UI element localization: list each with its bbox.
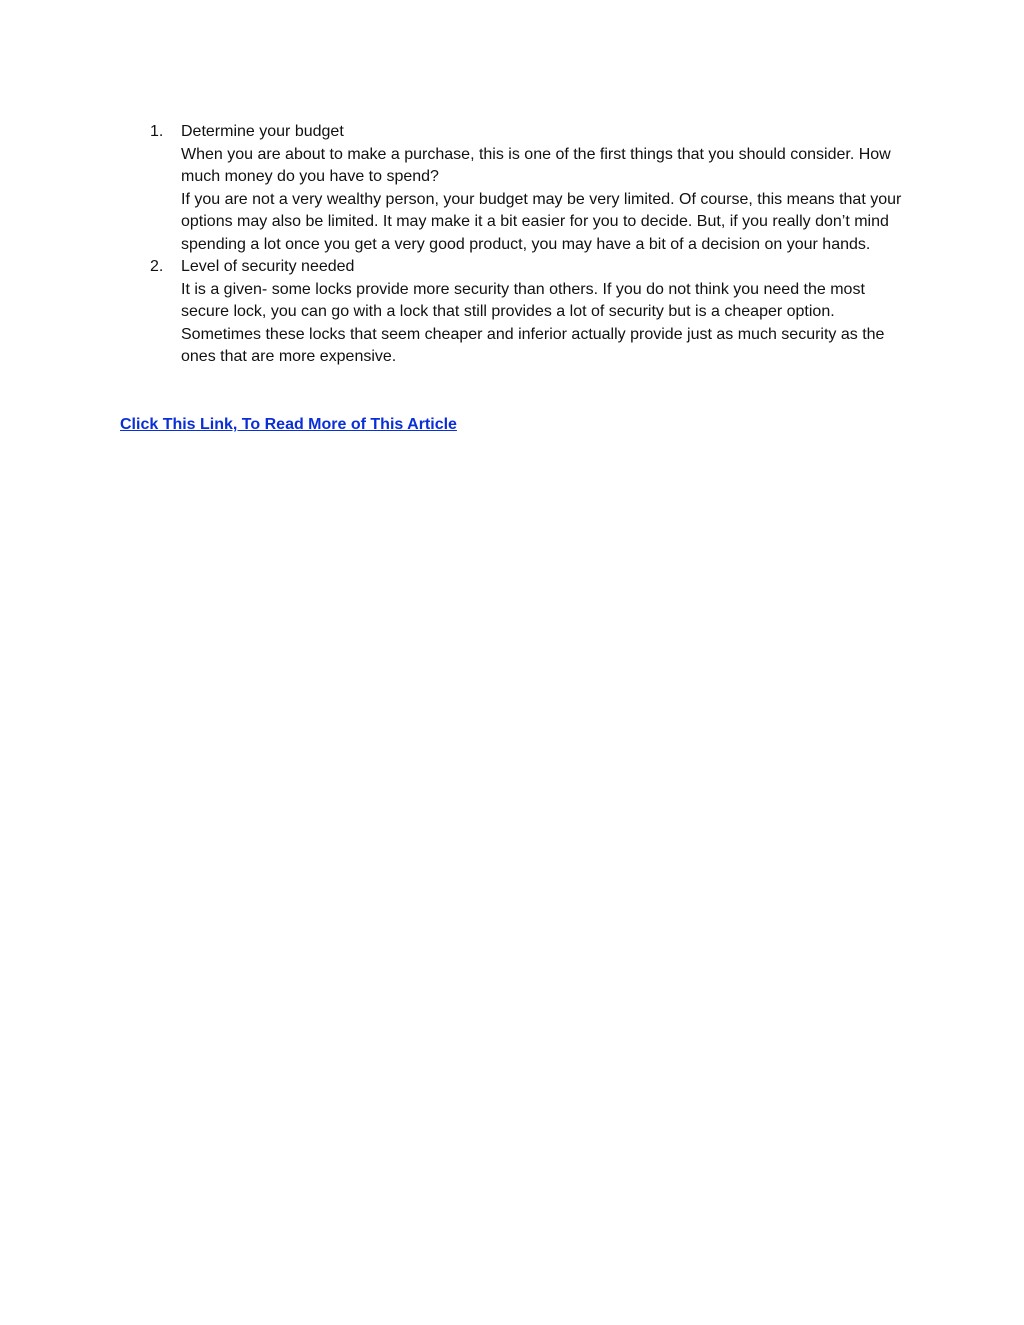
- list-item-number: 2.: [150, 258, 164, 275]
- read-more-link[interactable]: Click This Link, To Read More of This Article: [120, 416, 457, 433]
- list-item-title: Level of security needed: [181, 258, 355, 275]
- list-item-number: 1.: [150, 123, 164, 140]
- list-item-paragraph: If you are not a very wealthy person, your budget may be very limited. Of course, this means that your options may also be limited. It may make it a bit easier for you to decide. But, if you really don’t mind spending a lot once you get a very good product, you may have a bit of a decision on your hands.: [181, 190, 902, 253]
- list-item-paragraph: It is a given- some locks provide more security than others. If you do not think you need the most secure lock, you can go with a lock that still provides a lot of security but is a cheaper option. Sometimes these locks that seem cheaper and inferior actually provide just as much security as the ones that are more expensive.: [181, 280, 885, 365]
- list-item-security: [120, 256, 910, 369]
- list-item-paragraph: When you are about to make a purchase, this is one of the first things that you should consider. How much money do you have to spend?: [181, 145, 891, 185]
- list-item-title: Determine your budget: [181, 123, 344, 140]
- numbered-list: [120, 121, 910, 369]
- list-item-budget: [120, 121, 910, 256]
